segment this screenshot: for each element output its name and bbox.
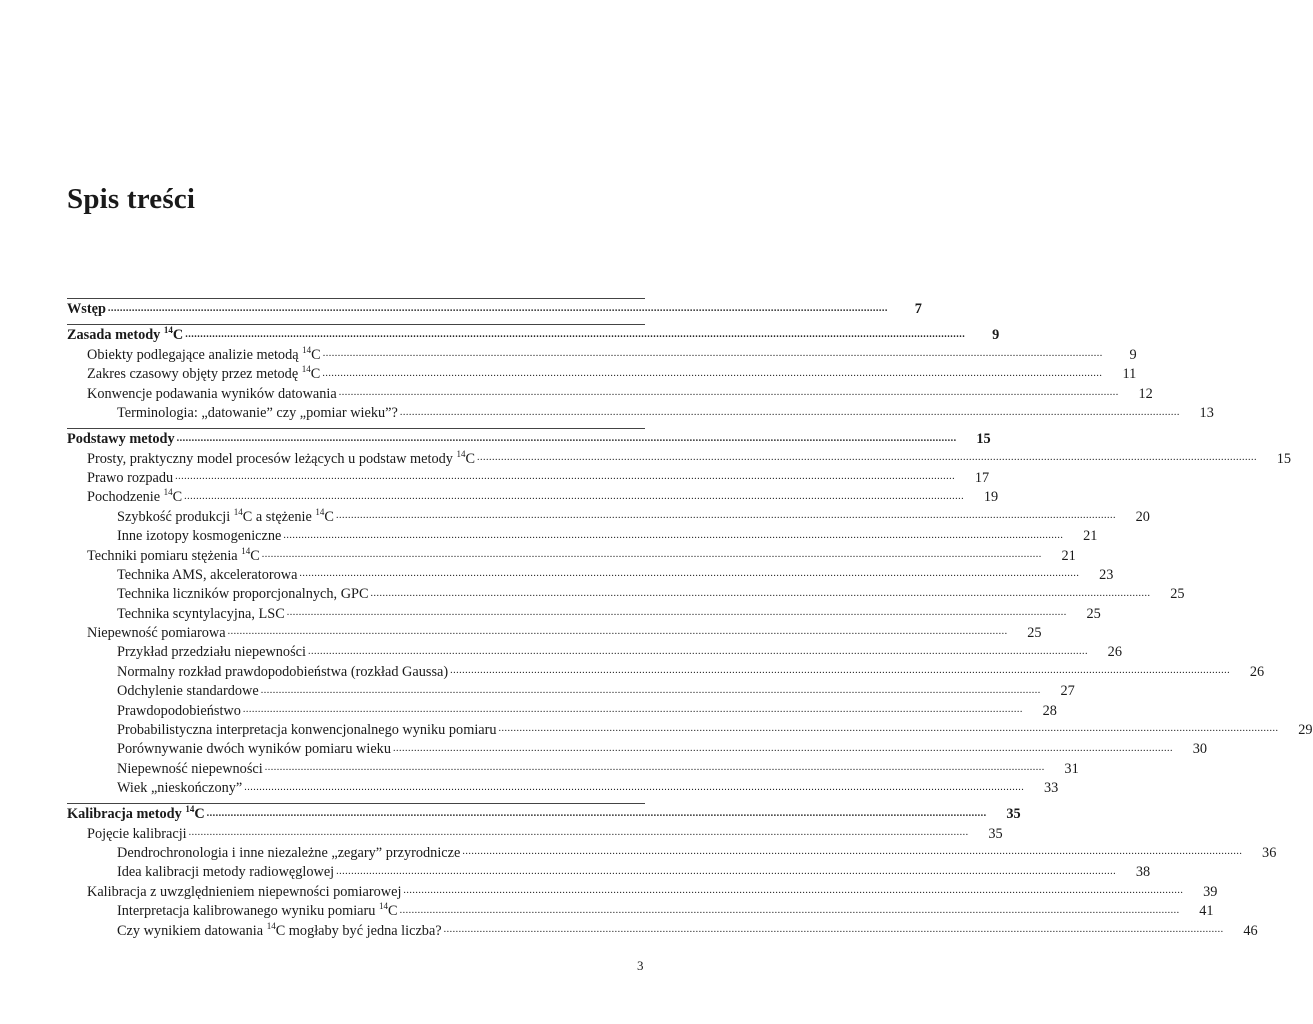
toc-entry-suffix: C (250, 547, 260, 564)
toc-entry-suffix: C (465, 450, 476, 467)
toc-entry-label (87, 883, 403, 902)
toc-entry-page: 28 (1042, 702, 1057, 719)
toc-entry-text: Wstęp (67, 301, 106, 317)
toc-entry-text: Pochodzenie (87, 489, 164, 506)
toc-entry-page: 35 (1006, 805, 1021, 822)
toc-leader-dots: .................................................................................................................................................................................................................................................................... (242, 704, 1023, 716)
toc-entry-text: Niepewność pomiarowa (87, 625, 226, 642)
toc-entry-page: 9 (992, 327, 1000, 343)
toc-leader-dots: .................................................................................................................................................................................................................................................................... (450, 665, 1231, 677)
toc-entry-page: 35 (988, 825, 1003, 842)
toc-entry-superscript: 14 (315, 506, 325, 517)
toc-entry-label (87, 365, 322, 384)
toc-leader-dots: .................................................................................................................................................................................................................................................................... (462, 846, 1243, 858)
toc-entry-text: Inne izotopy kosmogeniczne (117, 528, 282, 545)
toc-entry-page: 39 (1203, 883, 1218, 900)
toc-entry (67, 364, 1137, 384)
toc-entry-label (87, 385, 339, 404)
toc-entry-text: Kalibracja z uwzględnieniem niepewności pomiarowej (87, 883, 402, 900)
toc-leader-dots: .................................................................................................................................................................................................................................................................... (244, 781, 1025, 793)
toc-entry-suffix: C (194, 805, 205, 822)
toc-entry-label (117, 779, 244, 798)
toc-leader-dots: .................................................................................................................................................................................................................................................................... (185, 329, 966, 340)
toc-entry-page: 38 (1135, 864, 1151, 881)
toc-entry-text: Pojęcie kalibracji (87, 825, 187, 842)
toc-entry-page: 21 (1083, 528, 1098, 545)
toc-entry (67, 527, 1098, 546)
toc-entry-text: Zasada metody (67, 327, 164, 343)
toc-entry (67, 803, 1021, 825)
toc-leader-dots: .................................................................................................................................................................................................................................................................... (299, 568, 1080, 580)
toc-entry (67, 863, 1151, 882)
toc-entry-page: 7 (914, 301, 922, 317)
toc-entry-label (117, 760, 265, 779)
toc-leader-dots: .................................................................................................................................................................................................................................................................... (336, 865, 1117, 877)
toc-entry (67, 428, 991, 450)
toc-entry-label (117, 863, 336, 882)
toc-entry (67, 779, 1059, 798)
toc-entry (67, 624, 1042, 643)
toc-entry-text: Technika scyntylacyjna, LSC (117, 605, 285, 622)
toc-entry-page: 29 (1298, 722, 1313, 739)
toc-entry-label (117, 844, 462, 863)
toc-entry-page: 23 (1099, 566, 1114, 583)
toc-entry-label (87, 624, 228, 643)
toc-entry-label (67, 429, 177, 450)
toc-leader-dots: .................................................................................................................................................................................................................................................................... (286, 607, 1067, 619)
toc-leader-dots: .................................................................................................................................................................................................................................................................... (206, 807, 987, 819)
toc-entry-text: Przykład przedziału niepewności (117, 644, 306, 661)
toc-entry-page: 46 (1243, 922, 1258, 939)
toc-leader-dots: .................................................................................................................................................................................................................................................................... (227, 626, 1008, 638)
toc-entry-suffix: C (172, 489, 183, 506)
toc-entry (67, 682, 1075, 701)
toc-entry (67, 566, 1114, 585)
toc-entry-text: Prosty, praktyczny model procesów leżących u podstaw metody (87, 450, 457, 467)
toc-entry-label (117, 404, 400, 423)
toc-leader-dots: .................................................................................................................................................................................................................................................................... (261, 548, 1042, 560)
toc-entry-label (87, 346, 323, 365)
toc-entry-text: Podstawy metody (67, 430, 175, 447)
toc-entry (67, 298, 922, 320)
toc-entry-label (87, 488, 184, 507)
toc-entry-text: Konwencje podawania wyników datowania (87, 385, 337, 402)
toc-leader-dots: .................................................................................................................................................................................................................................................................... (260, 684, 1041, 696)
toc-entry-label (67, 299, 108, 320)
toc-entry-page: 17 (974, 469, 990, 486)
toc-entry-text: Probabilistyczna interpretacja konwencjonalnego wyniku pomiaru (117, 722, 497, 739)
toc-leader-dots: .................................................................................................................................................................................................................................................................... (338, 387, 1119, 399)
toc-entry-superscript: 14 (302, 344, 312, 355)
toc-entry-label (117, 566, 299, 585)
toc-entry-page: 30 (1192, 741, 1207, 758)
toc-leader-dots: .................................................................................................................................................................................................................................................................... (188, 826, 969, 838)
toc-entry-text: Idea kalibracji metody radiowęglowej (117, 864, 335, 881)
toc-entry-superscript: 14 (185, 803, 195, 814)
toc-entry-text: Obiekty podlegające analizie metodą (87, 346, 303, 363)
toc-entry-text: Wiek „nieskończony” (117, 780, 243, 797)
toc-entry-text: Szybkość produkcji (117, 508, 234, 525)
toc-entry-suffix: C (311, 346, 321, 363)
toc-entry-label (117, 721, 499, 740)
toc-leader-dots: .................................................................................................................................................................................................................................................................... (322, 367, 1103, 379)
toc-entry-page: 25 (1027, 625, 1042, 642)
toc-entry-label (117, 902, 400, 921)
toc-entry-page: 41 (1199, 903, 1214, 920)
toc-entry (67, 844, 1277, 863)
toc-entry (67, 585, 1185, 604)
toc-entry-suffix: C (324, 508, 334, 525)
toc-entry (67, 825, 1003, 844)
toc-entry-text: Kalibracja metody (67, 805, 186, 822)
toc-entry-label (117, 740, 393, 759)
toc-entry-page: 19 (983, 489, 999, 506)
toc-leader-dots: .................................................................................................................................................................................................................................................................... (477, 451, 1258, 463)
toc-entry (67, 469, 990, 488)
toc-entry-page: 25 (1170, 586, 1185, 603)
toc-entry (67, 487, 999, 507)
toc-entry-text: Interpretacja kalibrowanego wyniku pomiaru (117, 903, 380, 920)
toc-entry-label (117, 922, 444, 941)
toc-entry-suffix: C (388, 903, 398, 920)
toc-entry (67, 385, 1153, 404)
toc-entry-label (117, 605, 287, 624)
toc-entry-label (117, 682, 261, 701)
toc-entry-text: Terminologia: „datowanie” czy „pomiar wieku”? (117, 405, 398, 422)
toc-entry (67, 545, 1076, 566)
toc-leader-dots: .................................................................................................................................................................................................................................................................... (107, 303, 888, 314)
toc-entry-superscript: 14 (233, 506, 243, 517)
toc-leader-dots: .................................................................................................................................................................................................................................................................... (399, 406, 1180, 418)
toc-leader-dots: .................................................................................................................................................................................................................................................................... (264, 762, 1045, 774)
toc-entry-page: 13 (1199, 405, 1214, 422)
toc-entry-suffix: C (172, 327, 184, 343)
toc-entry-suffix: C a stężenie (242, 508, 316, 525)
toc-entry (67, 740, 1207, 759)
toc-entry-superscript: 14 (163, 325, 173, 335)
toc-entry-text: Prawdopodobieństwo (117, 702, 241, 719)
toc-entry-text: Normalny rozkład prawdopodobieństwa (rozkład Gaussa) (117, 663, 449, 680)
toc-entry-label (117, 643, 308, 662)
toc-entry-page: 36 (1262, 844, 1277, 861)
toc-entry-text: Dendrochronologia i inne niezależne „zegary” przyrodnicze (117, 844, 461, 861)
toc-entry-label (67, 325, 185, 346)
toc-leader-dots: .................................................................................................................................................................................................................................................................... (392, 742, 1173, 754)
toc-entry-label (117, 702, 243, 721)
toc-entry (67, 448, 1292, 469)
toc-entry-label (87, 825, 189, 844)
toc-entry-page: 31 (1064, 760, 1079, 777)
toc-entry-text: Prawo rozpadu (87, 469, 174, 486)
toc-entry-page: 26 (1107, 644, 1122, 661)
toc-entry-text: Odchylenie standardowe (117, 683, 259, 700)
toc-leader-dots: .................................................................................................................................................................................................................................................................... (399, 904, 1180, 916)
toc-entry (67, 605, 1101, 624)
toc-entry-superscript: 14 (379, 901, 389, 912)
toc-leader-dots: .................................................................................................................................................................................................................................................................... (335, 510, 1116, 522)
toc-entry-text: Niepewność niepewności (117, 760, 263, 777)
toc-entry (67, 344, 1137, 365)
toc-entry-text: Techniki pomiaru stężenia (87, 547, 242, 564)
toc-entry-label (117, 508, 336, 527)
toc-entry-text: Zakres czasowy objęty przez metodę (87, 366, 302, 383)
toc-entry (67, 506, 1150, 527)
toc-entry-page: 15 (1276, 450, 1292, 467)
toc-leader-dots: .................................................................................................................................................................................................................................................................... (184, 490, 965, 502)
toc-entry-suffix: C mogłaby być jedna liczba? (275, 922, 442, 939)
toc-entry-page: 11 (1122, 366, 1137, 383)
toc-entry-page: 15 (976, 430, 991, 447)
toc-entry-superscript: 14 (241, 545, 251, 556)
toc-leader-dots: .................................................................................................................................................................................................................................................................... (307, 645, 1088, 657)
toc-entry-superscript: 14 (163, 487, 173, 498)
toc-entry (67, 324, 1000, 346)
toc-entry (67, 901, 1214, 921)
toc-entry-page: 21 (1061, 547, 1076, 564)
toc-leader-dots: .................................................................................................................................................................................................................................................................... (283, 529, 1064, 541)
toc-leader-dots: .................................................................................................................................................................................................................................................................... (443, 923, 1224, 935)
toc-entry-suffix: C (310, 366, 321, 383)
toc-entry-text: Czy wynikiem datowania (117, 922, 267, 939)
toc-entry (67, 760, 1079, 779)
toc-entry-page: 9 (1129, 346, 1137, 363)
toc-entry (67, 883, 1218, 902)
toc-entry-text: Porównywanie dwóch wyników pomiaru wieku (117, 741, 391, 758)
toc-entry-page: 12 (1138, 385, 1153, 402)
toc-entry-label (117, 527, 283, 546)
toc-entry-label (87, 469, 175, 488)
toc-entry-label (67, 804, 207, 825)
toc-entry-page: 27 (1060, 683, 1075, 700)
toc-entry-label (117, 663, 450, 682)
page-number: 3 (637, 958, 644, 973)
toc-entry-label (87, 450, 477, 469)
toc-entry-page: 20 (1135, 508, 1150, 525)
toc-entry-label (87, 547, 262, 566)
toc-entry-label (117, 585, 371, 604)
toc-entry-page: 25 (1086, 605, 1101, 622)
toc-leader-dots: .................................................................................................................................................................................................................................................................... (370, 587, 1151, 599)
toc-entry-superscript: 14 (456, 448, 466, 459)
toc-leader-dots: .................................................................................................................................................................................................................................................................... (176, 432, 957, 444)
toc-entry-text: Technika liczników proporcjonalnych, GPC (117, 586, 369, 603)
toc-leader-dots: .................................................................................................................................................................................................................................................................... (498, 723, 1279, 735)
toc-entry (67, 721, 1313, 740)
toc-entry (67, 663, 1265, 682)
toc-entry-superscript: 14 (266, 920, 276, 931)
toc-leader-dots: .................................................................................................................................................................................................................................................................... (403, 885, 1184, 897)
toc-leader-dots: .................................................................................................................................................................................................................................................................... (175, 471, 956, 483)
toc-entry (67, 920, 1258, 941)
toc-entry-page: 33 (1043, 780, 1059, 797)
table-of-contents (67, 298, 1313, 941)
toc-entry (67, 702, 1057, 721)
toc-entry-page: 26 (1249, 663, 1265, 680)
page-title: Spis treści (67, 183, 196, 215)
toc-entry-superscript: 14 (301, 364, 311, 375)
toc-leader-dots: .................................................................................................................................................................................................................................................................... (322, 348, 1103, 360)
toc-entry-text: Technika AMS, akceleratorowa (117, 566, 298, 583)
toc-entry (67, 643, 1122, 662)
toc-entry (67, 404, 1214, 423)
